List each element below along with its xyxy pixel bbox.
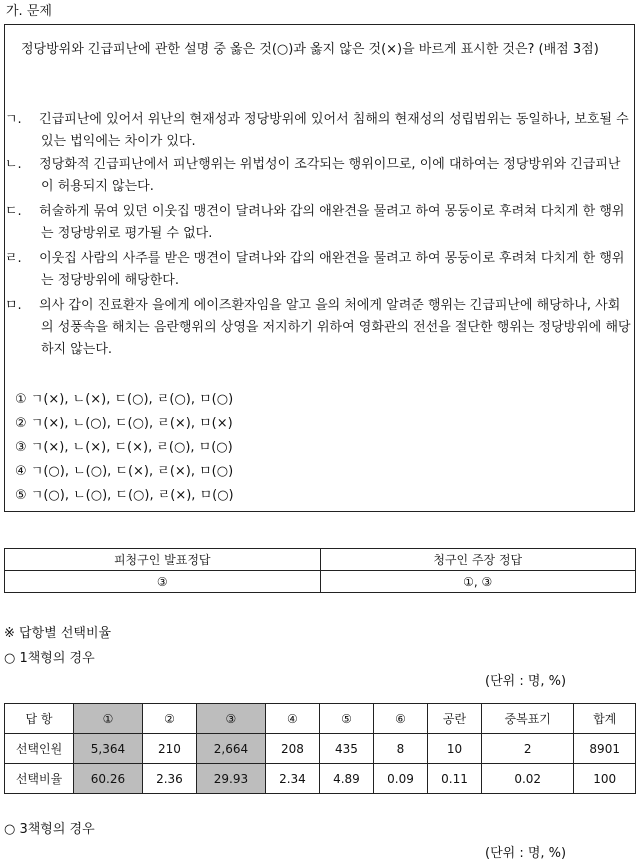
statement-item (5, 295, 631, 361)
stats-header-cell: ⑥ (373, 704, 427, 734)
answer-table-cell: ③ (5, 571, 321, 593)
statement-text: 이웃집 사람의 사주를 받은 맹견이 달려나와 갑의 애완견을 물려고 하여 몽둥이로 후려쳐 다치게 한 행위는 정당방위에 해당한다. (39, 251, 625, 288)
stats-row (5, 764, 636, 794)
stats-header-cell: ② (142, 704, 196, 734)
section-title: 가. 문제 (6, 4, 52, 19)
stats-cell: 10 (428, 734, 482, 764)
statement-text: 긴급피난에 있어서 위난의 현재성과 정당방위에 있어서 침해의 현재성의 성립범위는 동일하나, 보호될 수 있는 법익에는 차이가 있다. (39, 112, 629, 149)
stats-cell: 선택인원 (5, 734, 74, 764)
stats-cell: 0.02 (482, 764, 574, 794)
stats-cell: 2,664 (196, 734, 265, 764)
statement-item (5, 109, 631, 153)
answer-table-header-cell: 청구인 주장 정답 (320, 549, 636, 571)
statement-item (5, 154, 631, 198)
case3-title: ○ 3책형의 경우 (4, 822, 95, 837)
stats-header-cell: ① (74, 704, 143, 734)
answer-choice-2: ② ㄱ(×), ㄴ(○), ㄷ(○), ㄹ(×), ㅁ(×) (15, 416, 233, 431)
stats-cell: 2 (482, 734, 574, 764)
statement-label: ㄱ. (5, 112, 22, 127)
statement-item (5, 248, 631, 292)
stats-cell: 8901 (574, 734, 636, 764)
stats-cell: 100 (574, 764, 636, 794)
stats-cell: 4.89 (319, 764, 373, 794)
question-stem: 정당방위와 긴급피난에 관한 설명 중 옳은 것(○)과 옳지 않은 것(×)을 바르게 표시한 것은? (배점 3점) (21, 42, 599, 57)
ratio-title: ※ 답항별 선택비율 (4, 626, 112, 641)
stats-cell: 29.93 (196, 764, 265, 794)
stats-cell: 선택비율 (5, 764, 74, 794)
statement-text: 허술하게 묶여 있던 이웃집 맹견이 달려나와 갑의 애완견을 물려고 하여 몽둥이로 후려쳐 다치게 한 행위는 정당방위로 평가될 수 없다. (39, 204, 625, 241)
question-box (4, 24, 635, 512)
answer-table-cell: ①, ③ (320, 571, 636, 593)
answer-table (4, 548, 636, 593)
stats-cell: 60.26 (74, 764, 143, 794)
unit-label-2: (단위 : 명, %) (485, 846, 567, 861)
answer-table-header (5, 549, 636, 571)
stats-cell: 2.36 (142, 764, 196, 794)
stats-row (5, 734, 636, 764)
answer-table-row (5, 571, 636, 593)
statement-label: ㄴ. (5, 157, 22, 172)
stats-cell: 435 (319, 734, 373, 764)
case1-title: ○ 1책형의 경우 (4, 651, 95, 666)
stats-header-cell: 중복표기 (482, 704, 574, 734)
stats-cell: 208 (265, 734, 319, 764)
answer-table-header-cell: 피청구인 발표정답 (5, 549, 321, 571)
stats-cell: 5,364 (74, 734, 143, 764)
stats-cell: 2.34 (265, 764, 319, 794)
statement-item (5, 201, 631, 245)
stats-header-row (5, 704, 636, 734)
stats-cell: 0.11 (428, 764, 482, 794)
stats-header-cell: 답 항 (5, 704, 74, 734)
statement-label: ㄹ. (5, 251, 22, 266)
answer-choice-5: ⑤ ㄱ(○), ㄴ(○), ㄷ(○), ㄹ(×), ㅁ(○) (15, 488, 234, 503)
stats-header-cell: ④ (265, 704, 319, 734)
answer-choice-1: ① ㄱ(×), ㄴ(×), ㄷ(○), ㄹ(○), ㅁ(○) (15, 392, 234, 407)
stats-header-cell: 공란 (428, 704, 482, 734)
stats-header-cell: 합계 (574, 704, 636, 734)
statement-label: ㄷ. (5, 204, 22, 219)
stats-cell: 210 (142, 734, 196, 764)
answer-choice-3: ③ ㄱ(×), ㄴ(×), ㄷ(×), ㄹ(○), ㅁ(○) (15, 440, 233, 455)
stats-header-cell: ③ (196, 704, 265, 734)
unit-label: (단위 : 명, %) (485, 674, 567, 689)
selection-stats-table (4, 703, 636, 794)
statement-text: 의사 갑이 진료환자 을에게 에이즈환자임을 알고 을의 처에게 알려준 행위는 긴급피난에 해당하나, 사회의 성풍속을 해치는 음란행위의 상영을 저지하기 위하여 영화관의 전선을 절단한 행위는 정당방위에 해당하지 않는다. (39, 298, 631, 357)
stats-cell: 8 (373, 734, 427, 764)
stats-cell: 0.09 (373, 764, 427, 794)
stats-header-cell: ⑤ (319, 704, 373, 734)
answer-choice-4: ④ ㄱ(○), ㄴ(○), ㄷ(×), ㄹ(×), ㅁ(○) (15, 464, 234, 479)
statement-text: 정당화적 긴급피난에서 피난행위는 위법성이 조각되는 행위이므로, 이에 대하여는 정당방위와 긴급피난이 허용되지 않는다. (39, 157, 621, 194)
statement-label: ㅁ. (5, 298, 22, 313)
